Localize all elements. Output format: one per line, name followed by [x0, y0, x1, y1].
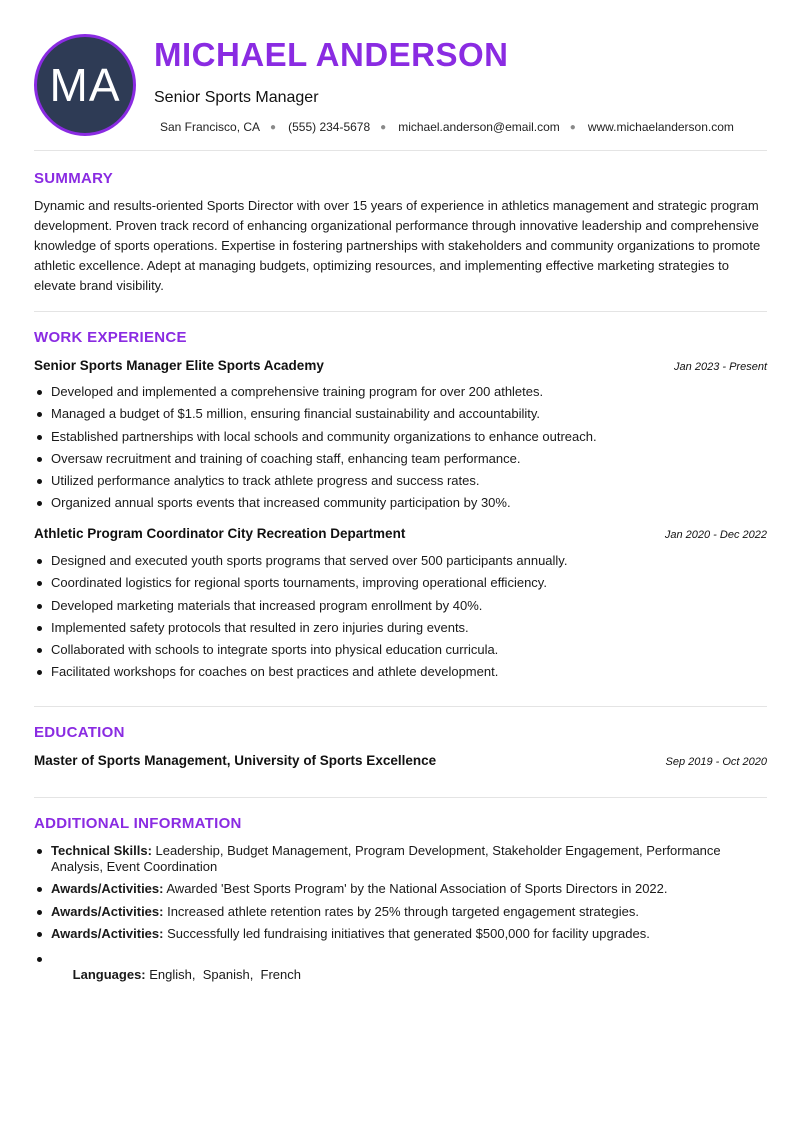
item-label: Awards/Activities:: [51, 925, 164, 941]
experience-heading: WORK EXPERIENCE: [34, 329, 187, 346]
list-item: Implemented safety protocols that resulted in zero injuries during events.: [34, 620, 767, 636]
job-header: [34, 358, 767, 373]
contact-email[interactable]: michael.anderson@email.com: [398, 120, 560, 134]
list-item: Facilitated workshops for coaches on best practices and athlete development.: [34, 664, 767, 680]
job-date: Jan 2023 - Present: [674, 361, 767, 373]
item-text: Leadership, Budget Management, Program Development, Stakeholder Engagement, Performance Analysis, Event Coordination: [51, 843, 721, 874]
list-item: Developed marketing materials that increased program enrollment by 40%.: [34, 598, 767, 614]
job-title: Senior Sports Manager: [154, 89, 319, 106]
item-text: Awarded 'Best Sports Program' by the National Association of Sports Directors in 2022.: [163, 881, 668, 897]
item-label: Awards/Activities:: [51, 903, 164, 919]
additional-heading: ADDITIONAL INFORMATION: [34, 815, 242, 832]
item-label: Languages:: [72, 966, 146, 982]
education-date: Sep 2019 - Oct 2020: [665, 756, 767, 768]
item-label: Technical Skills:: [51, 843, 152, 858]
summary-heading: SUMMARY: [34, 170, 114, 187]
item-text: Successfully led fundraising initiatives that generated $500,000 for facility upgrades.: [163, 925, 650, 941]
divider: [34, 311, 767, 312]
item-text: Increased athlete retention rates by 25% through targeted engagement strategies.: [163, 903, 639, 919]
separator-dot-icon: ●: [380, 121, 387, 133]
list-item: Utilized performance analytics to track athlete progress and success rates.: [34, 473, 767, 489]
list-item: [34, 904, 767, 920]
list-item: Developed and implemented a comprehensive training program for over 200 athletes.: [34, 384, 767, 400]
avatar: [34, 34, 136, 136]
divider: [34, 706, 767, 707]
contact-line: [160, 120, 734, 134]
list-item: Oversaw recruitment and training of coaching staff, enhancing team performance.: [34, 451, 767, 467]
list-item: Organized annual sports events that increased community participation by 30%.: [34, 495, 767, 511]
summary-text: Dynamic and results-oriented Sports Director with over 15 years of experience in athletics management and strategic program development. Proven track record of enhancing organizational performance through innovative leadership and comprehensive knowledge of sports operations. Expertise in fostering partnerships with stakeholders and community organizations to promote athletic excellence. Adept at managing budgets, optimizing resources, and implementing effective marketing strategies to elevate brand visibility.: [34, 198, 761, 293]
job-role: Senior Sports Manager Elite Sports Academy: [34, 358, 324, 373]
list-item: Established partnerships with local schools and community organizations to enhance outreach.: [34, 429, 767, 445]
list-item: Managed a budget of $1.5 million, ensuring financial sustainability and accountability.: [34, 406, 767, 422]
contact-website[interactable]: www.michaelanderson.com: [587, 120, 734, 134]
list-item: [34, 843, 767, 875]
divider: [34, 150, 767, 151]
degree: Master of Sports Management, University of Sports Excellence: [34, 753, 437, 768]
contact-location: San Francisco, CA: [160, 120, 261, 134]
item-label: Awards/Activities:: [51, 881, 164, 897]
job-date: Jan 2020 - Dec 2022: [664, 529, 767, 541]
list-item: Collaborated with schools to integrate sports into physical education curricula.: [34, 642, 767, 658]
contact-phone: (555) 234-5678: [288, 120, 371, 134]
education-heading: EDUCATION: [34, 724, 125, 741]
separator-dot-icon: ●: [270, 121, 277, 133]
separator-dot-icon: ●: [569, 121, 576, 133]
item-text: English, Spanish, French: [145, 966, 301, 982]
avatar-initials: MA: [49, 59, 121, 111]
list-item: Designed and executed youth sports programs that served over 500 participants annually.: [34, 553, 767, 569]
list-item: Coordinated logistics for regional sports tournaments, improving operational efficiency.: [34, 575, 767, 591]
list-item: [34, 881, 767, 897]
job-role: Athletic Program Coordinator City Recreation Department: [34, 526, 406, 541]
education-entry: [34, 753, 767, 768]
list-item: [34, 951, 767, 999]
job-bullets: [34, 384, 767, 518]
list-item: [34, 926, 767, 942]
additional-list: [34, 843, 767, 1005]
job-header: [34, 526, 767, 541]
divider: [34, 797, 767, 798]
candidate-name: MICHAEL ANDERSON: [154, 36, 509, 73]
job-bullets: [34, 553, 767, 687]
